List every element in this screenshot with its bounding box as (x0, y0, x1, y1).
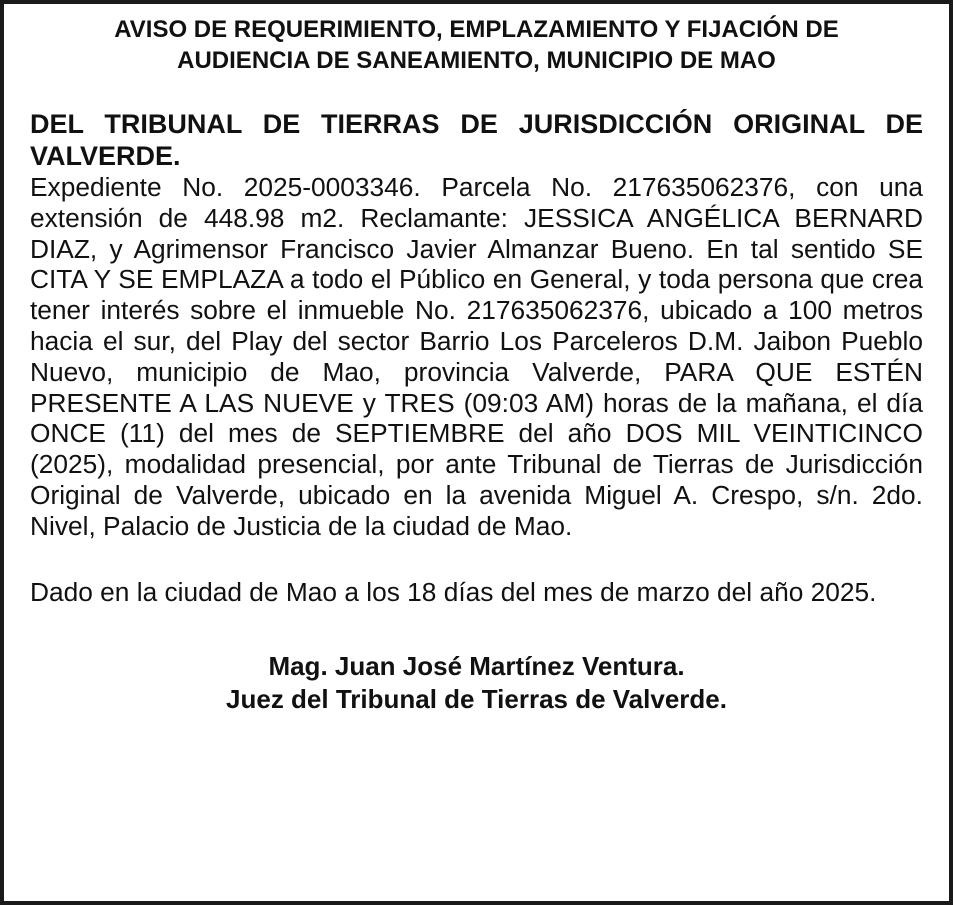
notice-title (30, 14, 923, 76)
dated-line: Dado en la ciudad de Mao a los 18 días del mes de marzo del año 2025. (30, 576, 877, 607)
court-heading: DEL TRIBUNAL DE TIERRAS DE JURISDICCIÓN ORIGINAL DE VALVERDE. (30, 109, 923, 171)
notice-title-line-2: AUDIENCIA DE SANEAMIENTO, MUNICIPIO DE MAO (177, 47, 776, 74)
notice-body: Expediente No. 2025-0003346. Parcela No. 217635062376, con una extensión de 448.98 m2. Reclamante: JESSICA ANGÉLICA BERNARD DIAZ, y Agrimensor Francisco Javier Almanzar Bueno. En tal sentido SE CITA Y SE EMPLAZA a todo el Público en General, y toda persona que crea tener interés sobre el inmueble No. 217635062376, ubicado a 100 metros hacia el sur, del Play del sector Barrio Los Parceleros D.M. Jaibon Pueblo Nuevo, municipio de Mao, provincia Valverde, PARA QUE ESTÉN PRESENTE A LAS NUEVE y TRES (09:03 AM) horas de la mañana, el día ONCE (11) del mes de SEPTIEMBRE del año DOS MIL VEINTICINCO (2025), modalidad presencial, por ante Tribunal de Tierras de Jurisdicción Original de Valverde, ubicado en la avenida Miguel A. Crespo, s/n. 2do. Nivel, Palacio de Justicia de la ciudad de Mao. (30, 172, 923, 541)
signer-name: Mag. Juan José Martínez Ventura. (268, 650, 685, 681)
notice-title-line-1: AVISO DE REQUERIMIENTO, EMPLAZAMIENTO Y FIJACIÓN DE (114, 16, 839, 43)
signer-title: Juez del Tribunal de Tierras de Valverde. (226, 683, 727, 714)
signature-block (30, 650, 923, 716)
